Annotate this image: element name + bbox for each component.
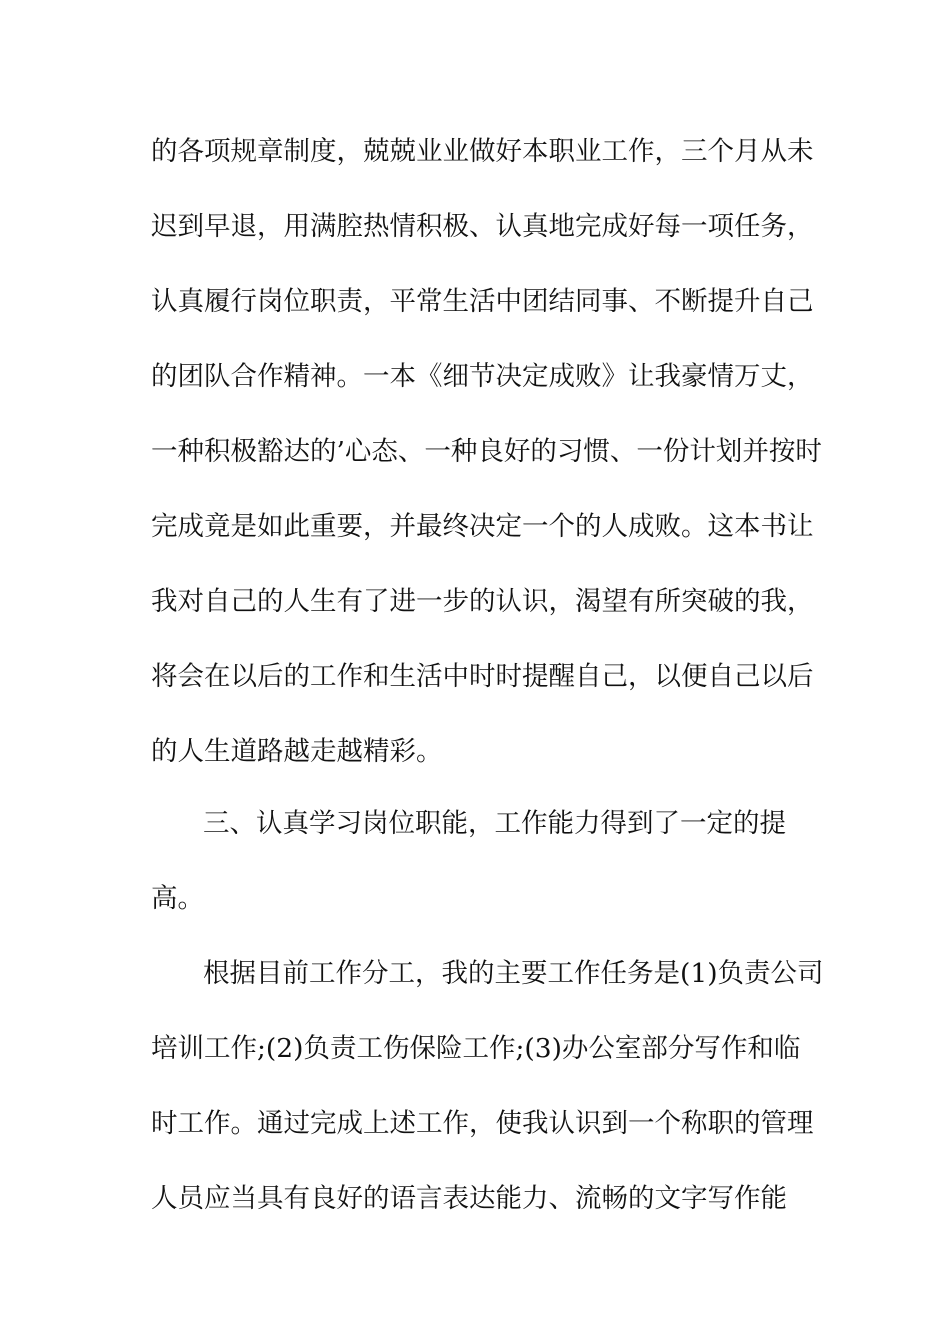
text-line: 的团队合作精神。一本《细节决定成败》让我豪情万丈， (151, 361, 814, 392)
text-line: 时工作。通过完成上述工作，使我认识到一个称职的管理 (151, 1108, 814, 1139)
text-line: 完成竟是如此重要，并最终决定一个的人成败。这本书让 (151, 511, 814, 542)
text-line: 一种积极豁达的’心态、一种良好的习惯、一份计划并按时 (151, 436, 822, 467)
text-line: 将会在以后的工作和生活中时时提醒自己，以便自己以后 (151, 661, 814, 692)
text-line: 的人生道路越走越精彩。 (151, 736, 443, 767)
paragraph-first-line: 根据目前工作分工，我的主要工作任务是(1)负责公司 (203, 958, 824, 989)
text-line: 培训工作;(2)负责工伤保险工作;(3)办公室部分写作和临 (151, 1033, 801, 1064)
section-heading: 三、认真学习岗位职能，工作能力得到了一定的提 (203, 808, 786, 839)
text-line: 的各项规章制度，兢兢业业做好本职业工作，三个月从未 (151, 136, 814, 167)
section-heading-continuation: 高。 (151, 883, 204, 914)
text-line: 认真履行岗位职责，平常生活中团结同事、不断提升自己 (151, 286, 814, 317)
text-line: 人员应当具有良好的语言表达能力、流畅的文字写作能 (151, 1183, 787, 1214)
text-line: 迟到早退，用满腔热情积极、认真地完成好每一项任务， (151, 211, 814, 242)
text-line: 我对自己的人生有了进一步的认识，渴望有所突破的我， (151, 586, 814, 617)
